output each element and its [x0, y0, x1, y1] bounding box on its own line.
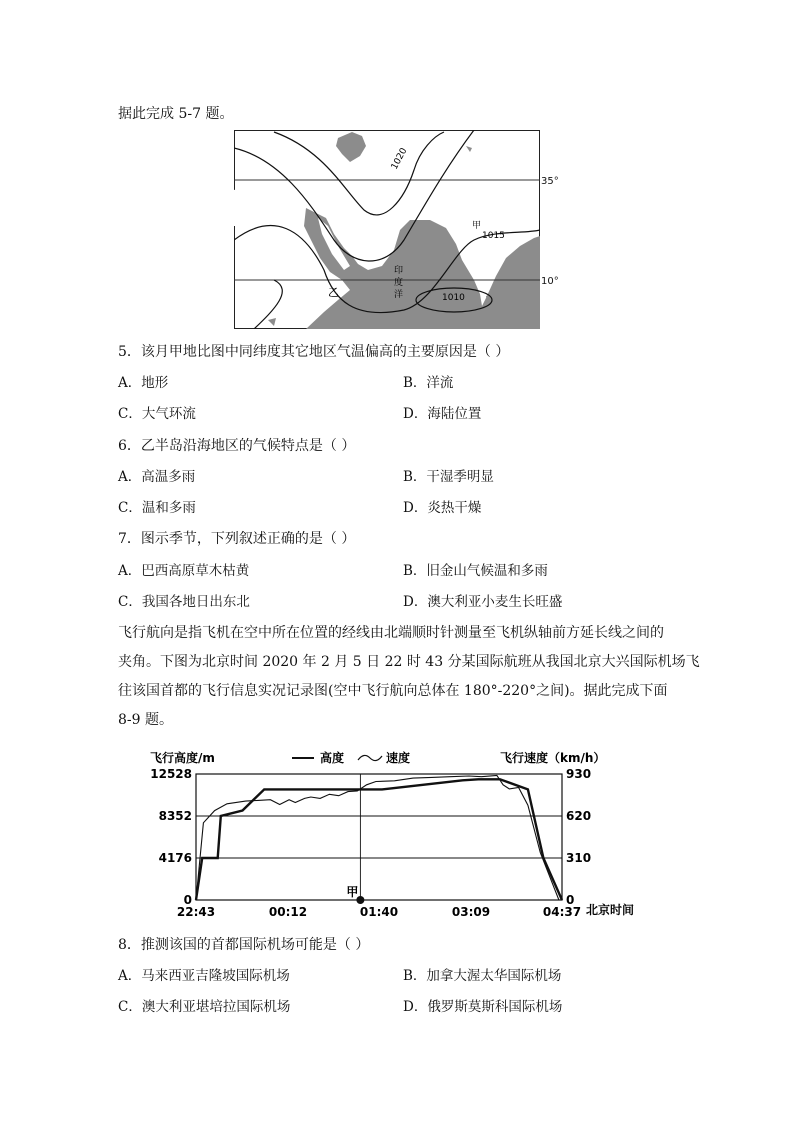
flight-chart	[150, 748, 660, 928]
y-right-tick-0: 930	[566, 767, 592, 781]
point-jia-label: 甲	[472, 221, 482, 231]
ocean-label-2: 度	[394, 278, 404, 288]
series-speed-line	[196, 775, 559, 900]
legend-speed-label: 速度	[386, 751, 411, 765]
y-left-tick-2: 4176	[158, 851, 192, 865]
question-7-option-b[interactable]: B．旧金山气候温和多雨	[403, 563, 548, 579]
question-7-option-c[interactable]: C．我国各地日出东北	[118, 594, 250, 610]
question-6-stem: 6．乙半岛沿海地区的气候特点是（ ）	[118, 438, 356, 454]
isobar-map-svg	[234, 130, 540, 329]
flight-chart-svg	[150, 748, 660, 928]
intro-text: 据此完成 5-7 题。	[118, 106, 234, 122]
question-8-option-c[interactable]: C．澳大利亚堪培拉国际机场	[118, 999, 291, 1015]
question-7-option-d[interactable]: D．澳大利亚小麦生长旺盛	[403, 594, 563, 610]
x-tick-0: 22:43	[176, 905, 216, 919]
question-8-option-a[interactable]: A．马来西亚吉隆坡国际机场	[118, 968, 290, 984]
question-5-option-d[interactable]: D．海陆位置	[403, 406, 482, 422]
question-8-option-d[interactable]: D．俄罗斯莫斯科国际机场	[403, 999, 563, 1015]
isobar-map	[234, 130, 540, 329]
lat-10-label: 10°	[541, 276, 559, 287]
question-5-stem: 5．该月甲地比图中同纬度其它地区气温偏高的主要原因是（ ）	[118, 344, 510, 360]
isobar-1010-label: 1010	[442, 293, 465, 303]
ocean-label-3: 洋	[394, 290, 404, 300]
y-left-tick-0: 12528	[150, 767, 192, 781]
legend-speed-swatch	[358, 755, 382, 760]
passage-line-3: 往该国首都的飞行信息实况记录图(空中飞行航向总体在 180°-220°之间)。据此完成下面	[118, 683, 668, 699]
passage-line-2: 夹角。下图为北京时间 2020 年 2 月 5 日 22 时 43 分某国际航班从我国北京大兴国际机场飞	[118, 654, 700, 670]
y-right-tick-3: 0	[566, 893, 575, 907]
question-6-option-a[interactable]: A．高温多雨	[118, 469, 196, 485]
question-8-stem: 8．推测该国的首都国际机场可能是（ ）	[118, 937, 370, 953]
question-6-option-c[interactable]: C．温和多雨	[118, 500, 196, 516]
right-axis-title: 飞行速度（km/h）	[500, 751, 606, 765]
lat-35-label: 35°	[541, 176, 559, 187]
y-left-tick-1: 8352	[158, 809, 192, 823]
passage-line-1: 飞行航向是指飞机在空中所在位置的经线由北端顺时针测量至飞机纵轴前方延长线之间的	[118, 625, 664, 641]
question-5-option-c[interactable]: C．大气环流	[118, 406, 196, 422]
x-tick-1: 00:12	[268, 905, 308, 919]
question-6-option-b[interactable]: B．干湿季明显	[403, 469, 494, 485]
point-yi-label: 乙	[328, 286, 339, 299]
ocean-label-1: 印	[394, 266, 404, 276]
series-height-line	[196, 779, 562, 900]
question-7-stem: 7．图示季节，下列叙述正确的是（ ）	[118, 531, 356, 547]
y-right-tick-2: 310	[566, 851, 592, 865]
plot-frame	[196, 774, 562, 900]
passage-line-4: 8-9 题。	[118, 712, 173, 728]
question-5-option-b[interactable]: B．洋流	[403, 375, 454, 391]
x-tick-4: 04:37	[542, 905, 582, 919]
y-right-tick-1: 620	[566, 809, 592, 823]
legend-height-label: 高度	[320, 751, 345, 765]
x-tick-3: 03:09	[451, 905, 491, 919]
question-5-option-a[interactable]: A．地形	[118, 375, 169, 391]
isobar-1015-label: 1015	[482, 231, 505, 241]
question-7-option-a[interactable]: A．巴西高原草木枯黄	[118, 563, 250, 579]
x-tick-2: 01:40	[359, 905, 399, 919]
marker-label: 甲	[346, 885, 359, 899]
isobar-1020-label: 1020	[389, 146, 410, 172]
y-left-tick-3: 0	[183, 893, 192, 907]
question-6-option-d[interactable]: D．炎热干燥	[403, 500, 482, 516]
left-axis-title: 飞行高度/m	[150, 751, 215, 765]
question-8-option-b[interactable]: B．加拿大渥太华国际机场	[403, 968, 562, 984]
x-axis-title: 北京时间	[586, 903, 635, 917]
